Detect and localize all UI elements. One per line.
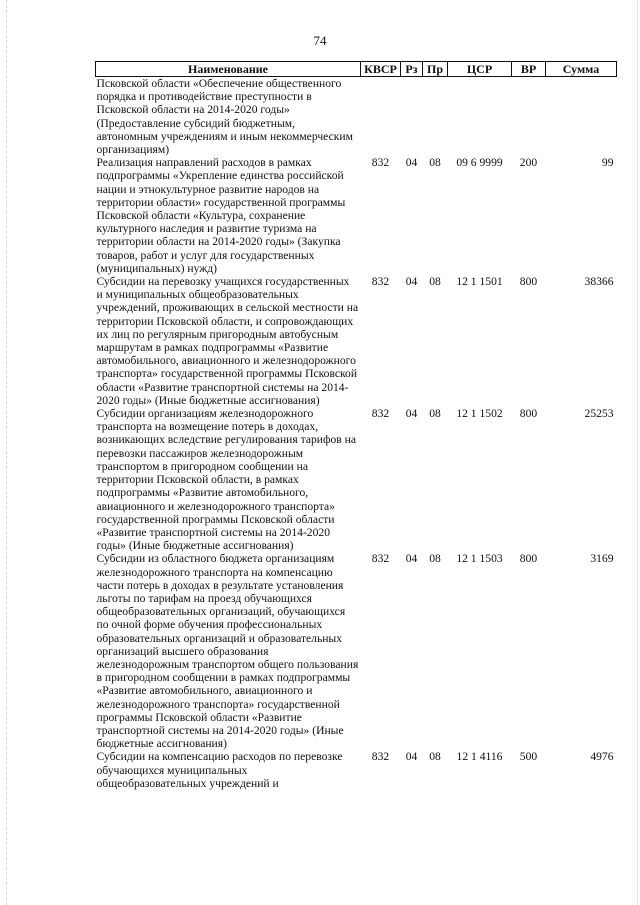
table-row [96,156,617,275]
row-amount: 4976 [590,750,614,764]
scan-edge-left [6,0,7,905]
row-amount: 99 [601,156,614,170]
budget-table [95,61,617,790]
row-pr: 08 [429,750,441,764]
page-number: 74 [313,33,327,48]
row-rz: 04 [405,552,418,566]
row-csr: 09 6 9999 [456,156,503,170]
row-name: Псковской области «Обеспечение общественного порядка и противодействие преступности в Псковской области на 2014-2020 годы» (Предоставление субсидий бюджетным, автономным учреждениям и иным некоммерческим организациям) [96,77,353,157]
row-csr: 12 1 1503 [456,552,503,566]
row-rz: 04 [405,407,418,421]
header-name: Наименование [96,62,361,77]
row-name: Субсидии на перевозку учащихся государственных и муниципальных общеобразовательных учреждений, проживающих в сельской местности на территории Псковской области, и сопровождающих их лиц по регулярным пригородным автобусным маршрутам в рамках подпрограммы «Развитие автомобильного, авиационного и железнодорожного транспорта» государственной программы Псковской области «Развитие транспортной системы на 2014-2020 годы» (Иные бюджетные ассигнования) [96,275,359,407]
row-name: Субсидии организациям железнодорожного транспорта на возмещение потерь в доходах, возникающих вследствие регулирования тарифов на перевозки пассажиров железнодорожным транспортом в пригородном сообщении на территории Псковской области, в рамках подпрограммы «Развитие автомобильного, авиационного и железнодорожного транспорта» государственной программы Псковской области «Развитие транспортной системы на 2014-2020 годы» (Иные бюджетные ассигнования) [96,407,357,553]
row-kvsr: 832 [371,156,390,170]
header-rz: Рз [401,62,423,77]
table-row [96,275,617,407]
row-pr: 08 [429,552,441,566]
row-vr [512,77,546,157]
row-kvsr: 832 [371,750,390,764]
header-kvsr: КВСР [361,62,401,77]
row-name: Субсидии на компенсацию расходов по перевозке обучающихся муниципальных общеобразовательных учреждений и [96,750,343,790]
row-rz [401,77,423,157]
table-row [96,77,617,157]
row-pr: 08 [429,407,441,421]
row-amount: 3169 [590,552,614,566]
header-amount: Сумма [546,62,617,77]
table-row [96,552,617,750]
table-row [96,750,617,790]
row-amount: 38366 [584,275,614,289]
row-kvsr: 832 [371,407,390,421]
row-name: Субсидии из областного бюджета организациям железнодорожного транспорта на компенсацию части потерь в доходах в результате установления льготы по тарифам на проезд обучающихся общеобразовательных организаций, обучающихся по очной форме обучения профессиональных образовательных организаций и образовательных организаций высшего образования железнодорожным транспортом общего пользования в пригородном сообщении в рамках подпрограммы «Развитие автомобильного, авиационного и железнодорожного транспорта» государственной программы Псковской области «Развитие транспортной системы на 2014-2020 годы» (Иные бюджетные ассигнования) [96,552,359,751]
row-vr: 500 [519,750,538,764]
row-pr: 08 [429,275,441,289]
row-rz: 04 [405,750,418,764]
header-vr: ВР [512,62,546,77]
table-header-row [96,62,617,77]
row-vr: 200 [519,156,538,170]
row-vr: 800 [519,275,538,289]
row-amount: 25253 [584,407,614,421]
row-csr: 12 1 1502 [456,407,503,421]
row-csr: 12 1 4116 [456,750,503,764]
row-amount [546,77,617,157]
header-pr: Пр [423,62,448,77]
row-rz: 04 [405,156,418,170]
row-rz: 04 [405,275,418,289]
row-kvsr: 832 [371,275,390,289]
row-name: Реализация направлений расходов в рамках подпрограммы «Укрепление единства российской нации и этнокультурное развитие народов на территории области» государственной программы Псковской области «Культура, сохранение культурного наследия и развитие туризма на территории области на 2014-2020 годы» (Закупка товаров, работ и услуг для государственных (муниципальных) нужд) [96,156,346,275]
row-vr: 800 [519,552,538,566]
scan-edge-right [637,0,638,905]
header-csr: ЦСР [448,62,512,77]
row-vr: 800 [519,407,538,421]
row-csr: 12 1 1501 [456,275,503,289]
row-pr: 08 [429,156,441,170]
row-pr [423,77,448,157]
row-kvsr: 832 [371,552,390,566]
row-kvsr [361,77,401,157]
row-csr [448,77,512,157]
table-row [96,407,617,552]
